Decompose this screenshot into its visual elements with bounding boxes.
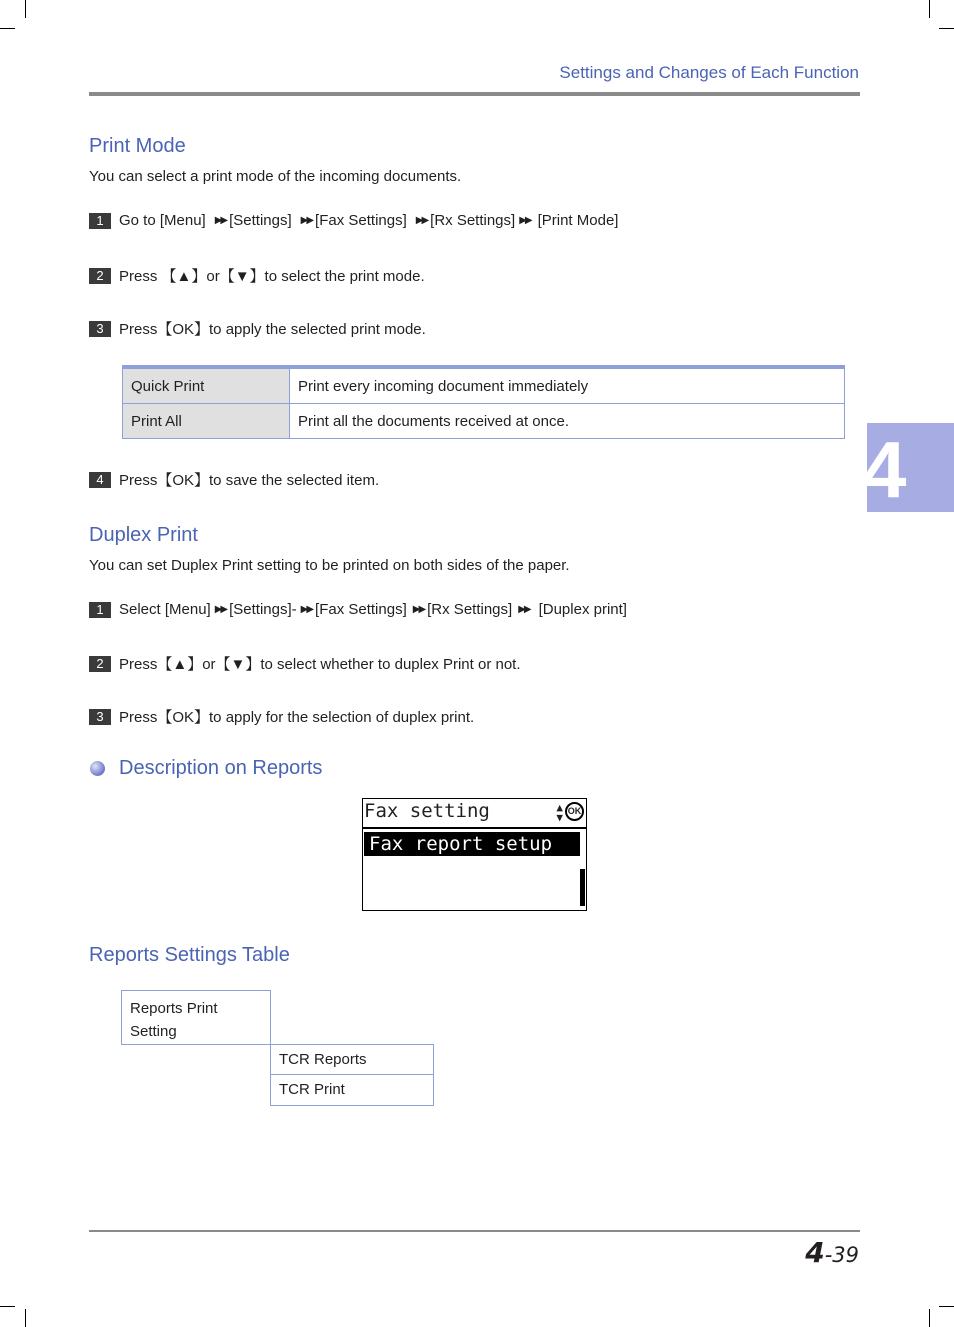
section-title-reports-settings-table: Reports Settings Table: [89, 944, 290, 966]
step-text: Press【OK】to apply the selected print mode.: [119, 321, 426, 338]
step-text: [Rx Settings]: [430, 212, 516, 229]
section-title-text: Description on Reports: [119, 757, 323, 779]
step-text: [Fax Settings]: [315, 601, 407, 618]
duplex-print-intro: You can set Duplex Print setting to be printed on both sides of the paper.: [89, 557, 570, 574]
double-arrow-icon: ▶▶: [214, 215, 227, 226]
page-number-page: -39: [824, 1243, 859, 1267]
step-text: [Fax Settings]: [315, 212, 407, 229]
step-text: Press【OK】to save the selected item.: [119, 472, 380, 489]
duplex-step-2: [89, 653, 521, 674]
step-text: Press【▲】or【▼】to select whether to duplex Print or not.: [119, 656, 521, 673]
table-row: [123, 404, 845, 439]
double-arrow-icon: ▶▶: [300, 215, 313, 226]
table-cell-description: Print all the documents received at once.: [290, 404, 845, 439]
crop-mark: [929, 1309, 930, 1327]
lcd-title: Fax setting: [364, 800, 490, 822]
up-down-arrow-icon: [556, 803, 563, 823]
print-mode-intro: You can select a print mode of the incoming documents.: [89, 168, 462, 185]
duplex-step-3: [89, 706, 474, 727]
duplex-step-1: [89, 601, 627, 618]
reports-table-child-cell: TCR Reports: [270, 1044, 434, 1075]
section-title-description-on-reports: [90, 757, 322, 780]
step-number-badge: 3: [89, 709, 111, 725]
reports-table-child-cell: TCR Print: [270, 1074, 434, 1106]
double-arrow-icon: ▶▶: [519, 215, 531, 226]
step-number-badge: 4: [89, 472, 111, 488]
ok-icon: OK: [565, 802, 584, 821]
table-row: [123, 367, 845, 404]
step-text: Go to [Menu]: [119, 212, 206, 229]
lcd-separator: [363, 827, 586, 829]
section-title-print-mode: Print Mode: [89, 135, 186, 157]
down-arrow-icon: ▼: [556, 811, 563, 824]
double-arrow-icon: ▶▶: [214, 604, 227, 615]
step-text: Press 【▲】or【▼】to select the print mode.: [119, 268, 425, 285]
lcd-scrollbar: [580, 869, 585, 906]
step-text: Select [Menu]: [119, 601, 211, 618]
print-mode-step-1: [89, 212, 618, 229]
lcd-selected-item: Fax report setup: [364, 832, 580, 856]
up-arrow-icon: ▲: [556, 801, 563, 814]
crop-mark: [25, 1309, 26, 1327]
print-mode-step-2: [89, 265, 425, 286]
page-number: [805, 1236, 859, 1269]
step-number-badge: 2: [89, 656, 111, 672]
step-text: Press【OK】to apply for the selection of duplex print.: [119, 709, 475, 726]
crop-mark: [929, 0, 930, 18]
reports-table-root-cell: Reports Print Setting: [121, 990, 271, 1045]
step-text: [Print Mode]: [537, 212, 619, 229]
crop-mark: [25, 0, 26, 18]
print-mode-step-4: [89, 469, 379, 490]
double-arrow-icon: ▶▶: [518, 604, 530, 615]
table-cell-option: Quick Print: [123, 367, 290, 404]
chapter-tab-number: 4: [862, 425, 907, 514]
bullet-icon: [90, 761, 105, 776]
crop-mark: [0, 28, 15, 29]
step-text: [Duplex print]: [538, 601, 627, 618]
step-text: [Settings]-: [229, 601, 297, 618]
table-cell-description: Print every incoming document immediately: [290, 367, 845, 404]
print-mode-table: [122, 365, 845, 439]
crop-mark: [939, 28, 954, 29]
double-arrow-icon: ▶▶: [412, 604, 425, 615]
running-header: Settings and Changes of Each Function: [559, 63, 859, 82]
footer-rule: [89, 1230, 860, 1232]
step-text: [Rx Settings]: [427, 601, 513, 618]
lcd-display: [362, 798, 587, 911]
step-number-badge: 1: [89, 213, 111, 229]
step-number-badge: 1: [89, 602, 111, 618]
step-number-badge: 3: [89, 321, 111, 337]
print-mode-step-3: [89, 318, 426, 339]
table-cell-option: Print All: [123, 404, 290, 439]
page-number-chapter: 4: [805, 1236, 825, 1269]
double-arrow-icon: ▶▶: [415, 215, 428, 226]
step-number-badge: 2: [89, 268, 111, 284]
double-arrow-icon: ▶▶: [300, 604, 313, 615]
header-rule: [89, 92, 860, 96]
section-title-duplex-print: Duplex Print: [89, 524, 198, 546]
crop-mark: [0, 1306, 15, 1307]
crop-mark: [939, 1306, 954, 1307]
step-text: [Settings]: [229, 212, 292, 229]
